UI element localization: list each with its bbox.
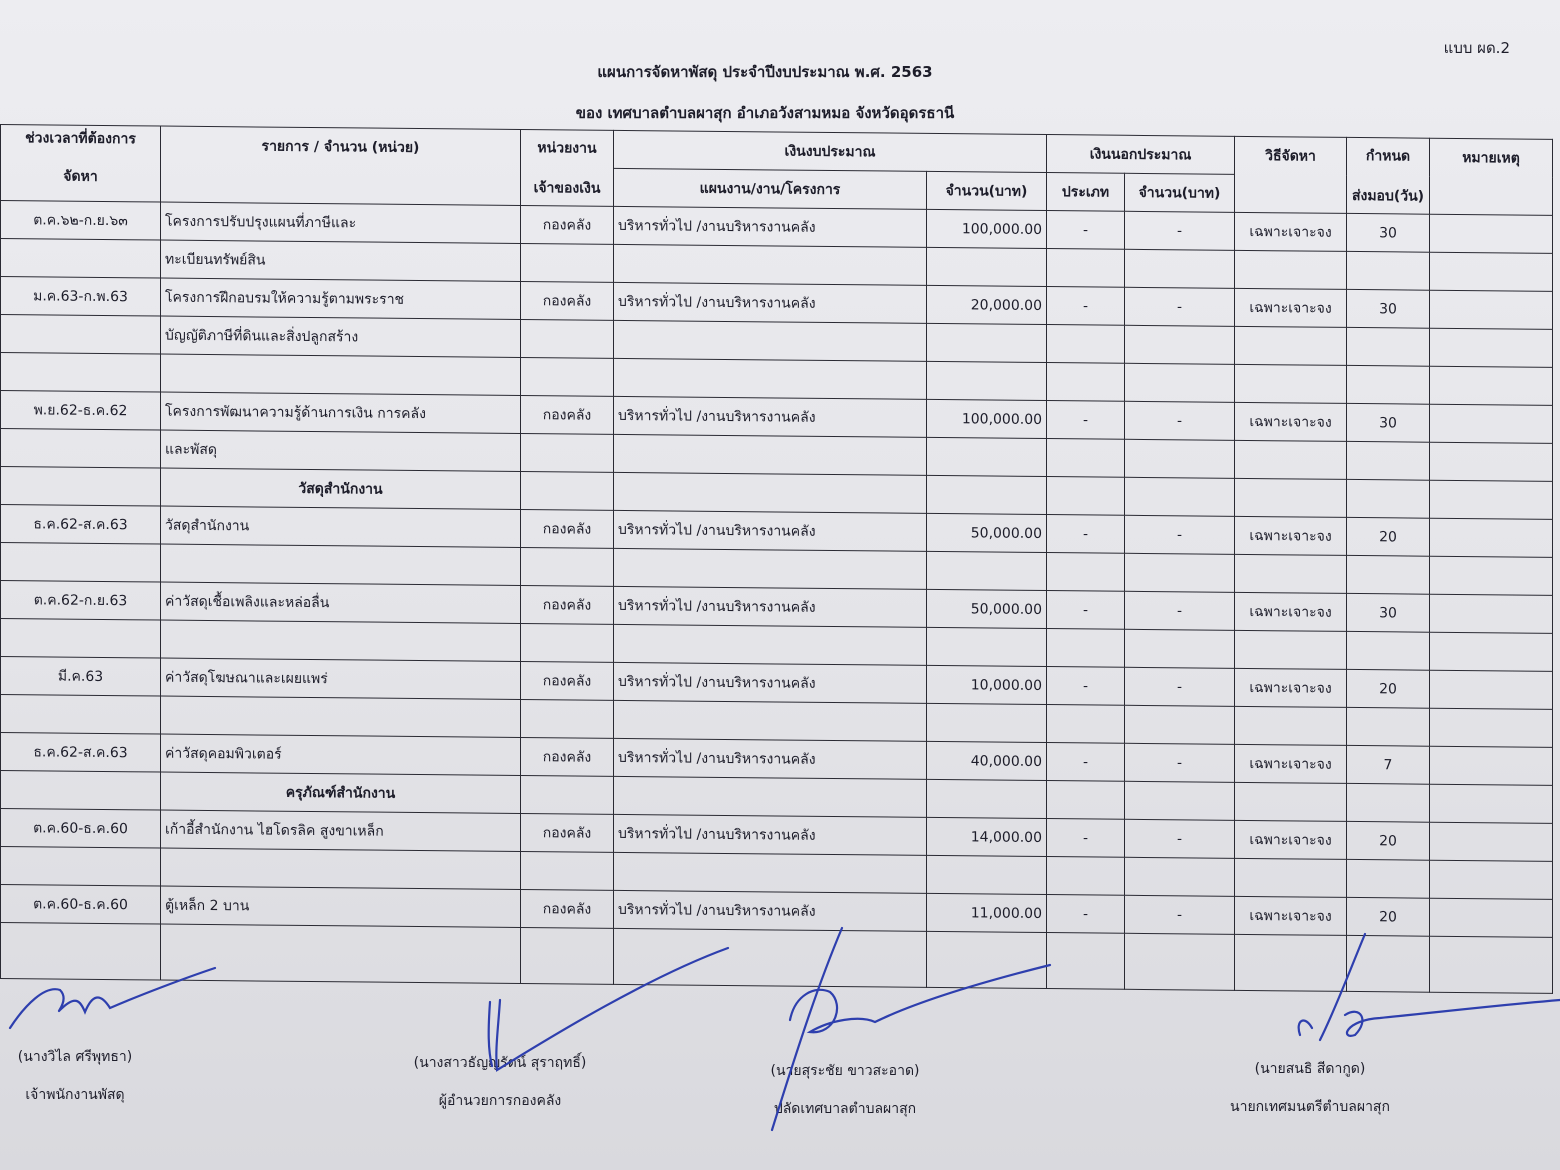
method-cell: [1235, 364, 1347, 403]
off-amount-cell: [1125, 933, 1235, 990]
owner-unit-cell: [521, 471, 614, 510]
period-cell: ต.ค.62-ก.ย.63: [1, 581, 161, 621]
plan-cell: [614, 928, 927, 987]
signer-position: นายกเทศมนตรีตำบลผาสุก: [1230, 1099, 1390, 1115]
amount-cell: [927, 779, 1047, 818]
owner-unit-cell: [521, 319, 614, 358]
off-amount-cell: [1125, 249, 1235, 288]
header-item: รายการ / จำนวน (หน่วย): [161, 126, 521, 205]
delivery-days-cell: [1347, 479, 1430, 518]
delivery-days-cell: 30: [1347, 593, 1430, 632]
method-cell: เฉพาะเจาะจง: [1235, 744, 1347, 783]
item-cell: ตู้เหล็ก 2 บาน: [161, 886, 521, 927]
period-cell: ม.ค.63-ก.พ.63: [1, 277, 161, 317]
remark-cell: [1430, 670, 1553, 709]
remark-cell: [1430, 290, 1553, 329]
signer-name: (นางสาวธัญญรัตน์ สุราฤทธิ์): [413, 1055, 587, 1071]
delivery-days-cell: 7: [1347, 745, 1430, 784]
period-cell: [1, 543, 161, 583]
type-cell: -: [1047, 211, 1125, 250]
method-cell: [1235, 250, 1347, 289]
type-cell: -: [1047, 743, 1125, 782]
amount-cell: [927, 475, 1047, 514]
header-type: ประเภท: [1047, 173, 1125, 212]
method-cell: เฉพาะเจาะจง: [1235, 402, 1347, 441]
amount-cell: 40,000.00: [927, 741, 1047, 780]
off-amount-cell: -: [1125, 819, 1235, 858]
method-cell: เฉพาะเจาะจง: [1235, 820, 1347, 859]
header-delivery-line1: กำหนด: [1365, 147, 1411, 165]
off-amount-cell: [1125, 477, 1235, 516]
owner-unit-cell: [521, 547, 614, 586]
remark-cell: [1430, 366, 1553, 405]
period-cell: [1, 429, 161, 469]
type-cell: [1047, 933, 1125, 990]
header-period-line1: ช่วงเวลาที่ต้องการ: [25, 130, 136, 148]
off-amount-cell: [1125, 781, 1235, 820]
period-cell: ธ.ค.62-ส.ค.63: [1, 733, 161, 773]
amount-cell: [927, 437, 1047, 476]
period-cell: [1, 923, 161, 981]
period-cell: [1, 695, 161, 735]
delivery-days-cell: [1347, 783, 1430, 822]
procurement-plan-table-wrapper: [0, 124, 1552, 989]
item-cell: โครงการฝึกอบรมให้ความรู้ตามพระราช: [161, 278, 521, 319]
section-heading: ครุภัณฑ์สำนักงาน: [161, 772, 521, 813]
method-cell: [1235, 554, 1347, 593]
off-amount-cell: [1125, 325, 1235, 364]
signature-block-3: [755, 1052, 935, 1128]
item-cell: [161, 696, 521, 737]
plan-cell: [614, 358, 927, 399]
item-cell: ทะเบียนทรัพย์สิน: [161, 240, 521, 281]
off-amount-cell: [1125, 705, 1235, 744]
signer-position: เจ้าพนักงานพัสดุ: [25, 1087, 125, 1103]
signature-block-4: [1210, 1050, 1410, 1126]
document-title: แผนการจัดหาพัสดุ ประจำปีงบประมาณ พ.ศ. 2563: [597, 63, 933, 81]
off-amount-cell: [1125, 629, 1235, 668]
amount-cell: 11,000.00: [927, 893, 1047, 932]
item-cell: ค่าวัสดุคอมพิวเตอร์: [161, 734, 521, 775]
remark-cell: [1430, 822, 1553, 861]
item-cell: และพัสดุ: [161, 430, 521, 471]
amount-cell: 100,000.00: [927, 399, 1047, 438]
delivery-days-cell: [1347, 707, 1430, 746]
plan-cell: [614, 700, 927, 741]
method-cell: [1235, 858, 1347, 897]
type-cell: -: [1047, 401, 1125, 440]
amount-cell: 10,000.00: [927, 665, 1047, 704]
delivery-days-cell: [1347, 251, 1430, 290]
period-cell: มี.ค.63: [1, 657, 161, 697]
amount-cell: 50,000.00: [927, 513, 1047, 552]
header-period-line2: จัดหา: [63, 168, 98, 185]
header-unit-line2: เจ้าของเงิน: [533, 179, 601, 197]
method-cell: [1235, 706, 1347, 745]
remark-cell: [1430, 404, 1553, 443]
item-cell: [161, 848, 521, 889]
off-amount-cell: [1125, 857, 1235, 896]
owner-unit-cell: [521, 433, 614, 472]
type-cell: [1047, 705, 1125, 744]
item-cell: [161, 620, 521, 661]
delivery-days-cell: [1347, 935, 1430, 992]
remark-cell: [1430, 632, 1553, 671]
owner-unit-cell: กองคลัง: [521, 661, 614, 700]
off-amount-cell: -: [1125, 211, 1235, 250]
owner-unit-cell: [521, 357, 614, 396]
plan-cell: บริหารทั่วไป /งานบริหารงานคลัง: [614, 586, 927, 627]
off-amount-cell: -: [1125, 515, 1235, 554]
period-cell: ต.ค.60-ธ.ค.60: [1, 809, 161, 849]
amount-cell: [927, 323, 1047, 362]
owner-unit-cell: [521, 699, 614, 738]
header-off-amount: จำนวน(บาท): [1125, 173, 1235, 212]
signer-name: (นางวิไล ศรีพุทธา): [17, 1049, 133, 1065]
signature-block-2: [400, 1044, 600, 1120]
method-cell: เฉพาะเจาะจง: [1235, 592, 1347, 631]
header-period: [1, 125, 161, 203]
off-amount-cell: -: [1125, 401, 1235, 440]
type-cell: [1047, 857, 1125, 896]
amount-cell: 50,000.00: [927, 589, 1047, 628]
type-cell: [1047, 325, 1125, 364]
delivery-days-cell: 20: [1347, 897, 1430, 936]
item-cell: ค่าวัสดุเชื้อเพลิงและหล่อลื่น: [161, 582, 521, 623]
plan-cell: [614, 776, 927, 817]
document-subtitle: ของ เทศบาลตำบลผาสุก อำเภอวังสามหมอ จังหวัดอุดรธานี: [575, 104, 955, 122]
delivery-days-cell: [1347, 555, 1430, 594]
type-cell: [1047, 629, 1125, 668]
owner-unit-cell: [521, 775, 614, 814]
remark-cell: [1430, 784, 1553, 823]
owner-unit-cell: กองคลัง: [521, 585, 614, 624]
plan-cell: บริหารทั่วไป /งานบริหารงานคลัง: [614, 282, 927, 323]
method-cell: เฉพาะเจาะจง: [1235, 516, 1347, 555]
method-cell: [1235, 440, 1347, 479]
type-cell: [1047, 249, 1125, 288]
header-off-budget: เงินนอกประมาณ: [1047, 135, 1235, 175]
header-plan: แผนงาน/งาน/โครงการ: [614, 168, 927, 209]
remark-cell: [1430, 556, 1553, 595]
signer-name: (นายสนธิ สีดากูด): [1254, 1061, 1366, 1077]
period-cell: [1, 239, 161, 279]
delivery-days-cell: [1347, 327, 1430, 366]
method-cell: เฉพาะเจาะจง: [1235, 288, 1347, 327]
delivery-days-cell: [1347, 859, 1430, 898]
delivery-days-cell: [1347, 365, 1430, 404]
item-cell: [161, 544, 521, 585]
remark-cell: [1430, 442, 1553, 481]
remark-cell: [1430, 252, 1553, 291]
item-cell: โครงการปรับปรุงแผนที่ภาษีและ: [161, 202, 521, 243]
type-cell: [1047, 477, 1125, 516]
remark-cell: [1430, 480, 1553, 519]
plan-cell: บริหารทั่วไป /งานบริหารงานคลัง: [614, 396, 927, 437]
owner-unit-cell: กองคลัง: [521, 281, 614, 320]
delivery-days-cell: 30: [1347, 289, 1430, 328]
amount-cell: [927, 931, 1047, 988]
method-cell: [1235, 630, 1347, 669]
plan-cell: [614, 320, 927, 361]
delivery-days-cell: 20: [1347, 517, 1430, 556]
item-cell: [161, 354, 521, 395]
owner-unit-cell: กองคลัง: [521, 813, 614, 852]
item-cell: วัสดุสำนักงาน: [161, 506, 521, 547]
owner-unit-cell: กองคลัง: [521, 509, 614, 548]
method-cell: [1235, 934, 1347, 991]
header-remark: หมายเหตุ: [1430, 138, 1553, 215]
section-heading: วัสดุสำนักงาน: [161, 468, 521, 509]
owner-unit-cell: กองคลัง: [521, 737, 614, 776]
procurement-plan-table: [0, 124, 1553, 994]
delivery-days-cell: 20: [1347, 669, 1430, 708]
period-cell: [1, 771, 161, 811]
owner-unit-cell: [521, 623, 614, 662]
owner-unit-cell: [521, 927, 614, 984]
period-cell: ธ.ค.62-ส.ค.63: [1, 505, 161, 545]
form-code: แบบ ผด.2: [1443, 39, 1510, 57]
off-amount-cell: -: [1125, 591, 1235, 630]
off-amount-cell: -: [1125, 667, 1235, 706]
remark-cell: [1430, 708, 1553, 747]
table-body: [1, 201, 1553, 994]
type-cell: -: [1047, 287, 1125, 326]
remark-cell: [1430, 214, 1553, 253]
plan-cell: [614, 472, 927, 513]
signer-position: ผู้อำนวยการกองคลัง: [438, 1093, 562, 1109]
remark-cell: [1430, 746, 1553, 785]
type-cell: [1047, 363, 1125, 402]
header-delivery: [1347, 137, 1430, 214]
header-amount: จำนวน(บาท): [927, 171, 1047, 210]
method-cell: [1235, 326, 1347, 365]
period-cell: [1, 353, 161, 393]
item-cell: ค่าวัสดุโฆษณาและเผยแพร่: [161, 658, 521, 699]
owner-unit-cell: [521, 851, 614, 890]
period-cell: [1, 315, 161, 355]
amount-cell: [927, 247, 1047, 286]
item-cell: เก้าอี้สำนักงาน ไฮโดรลิค สูงขาเหล็ก: [161, 810, 521, 851]
period-cell: พ.ย.62-ธ.ค.62: [1, 391, 161, 431]
remark-cell: [1430, 518, 1553, 557]
type-cell: -: [1047, 667, 1125, 706]
period-cell: [1, 467, 161, 507]
off-amount-cell: -: [1125, 743, 1235, 782]
delivery-days-cell: [1347, 441, 1430, 480]
type-cell: [1047, 781, 1125, 820]
header-method: วิธีจัดหา: [1235, 136, 1347, 213]
plan-cell: บริหารทั่วไป /งานบริหารงานคลัง: [614, 662, 927, 703]
amount-cell: [927, 627, 1047, 666]
amount-cell: [927, 855, 1047, 894]
period-cell: [1, 847, 161, 887]
owner-unit-cell: กองคลัง: [521, 889, 614, 928]
header-delivery-line2: ส่งมอบ(วัน): [1351, 187, 1425, 205]
period-cell: ต.ค.๖๒-ก.ย.๖๓: [1, 201, 161, 241]
off-amount-cell: [1125, 363, 1235, 402]
remark-cell: [1430, 860, 1553, 899]
type-cell: [1047, 439, 1125, 478]
amount-cell: 100,000.00: [927, 209, 1047, 248]
delivery-days-cell: 30: [1347, 403, 1430, 442]
item-cell: [161, 924, 521, 983]
method-cell: เฉพาะเจาะจง: [1235, 212, 1347, 251]
off-amount-cell: [1125, 439, 1235, 478]
amount-cell: 14,000.00: [927, 817, 1047, 856]
header-unit: [521, 129, 614, 206]
owner-unit-cell: กองคลัง: [521, 395, 614, 434]
plan-cell: บริหารทั่วไป /งานบริหารงานคลัง: [614, 814, 927, 855]
type-cell: -: [1047, 515, 1125, 554]
amount-cell: [927, 551, 1047, 590]
plan-cell: [614, 434, 927, 475]
amount-cell: 20,000.00: [927, 285, 1047, 324]
period-cell: [1, 619, 161, 659]
remark-cell: [1430, 936, 1553, 993]
period-cell: ต.ค.60-ธ.ค.60: [1, 885, 161, 925]
method-cell: [1235, 478, 1347, 517]
off-amount-cell: -: [1125, 895, 1235, 934]
remark-cell: [1430, 898, 1553, 937]
type-cell: -: [1047, 819, 1125, 858]
method-cell: [1235, 782, 1347, 821]
amount-cell: [927, 703, 1047, 742]
plan-cell: บริหารทั่วไป /งานบริหารงานคลัง: [614, 890, 927, 931]
plan-cell: [614, 548, 927, 589]
method-cell: เฉพาะเจาะจง: [1235, 668, 1347, 707]
owner-unit-cell: [521, 243, 614, 282]
off-amount-cell: [1125, 553, 1235, 592]
signer-name: (นายสุระชัย ขาวสะอาด): [770, 1063, 920, 1079]
type-cell: [1047, 553, 1125, 592]
plan-cell: บริหารทั่วไป /งานบริหารงานคลัง: [614, 206, 927, 247]
remark-cell: [1430, 594, 1553, 633]
item-cell: โครงการพัฒนาความรู้ด้านการเงิน การคลัง: [161, 392, 521, 433]
signer-position: ปลัดเทศบาลตำบลผาสุก: [773, 1101, 917, 1117]
owner-unit-cell: กองคลัง: [521, 205, 614, 244]
plan-cell: บริหารทั่วไป /งานบริหารงานคลัง: [614, 738, 927, 779]
method-cell: เฉพาะเจาะจง: [1235, 896, 1347, 935]
plan-cell: [614, 244, 927, 285]
signature-block-1: [0, 1038, 150, 1114]
plan-cell: [614, 624, 927, 665]
remark-cell: [1430, 328, 1553, 367]
delivery-days-cell: 30: [1347, 213, 1430, 252]
off-amount-cell: -: [1125, 287, 1235, 326]
type-cell: -: [1047, 591, 1125, 630]
amount-cell: [927, 361, 1047, 400]
item-cell: บัญญัติภาษีที่ดินและสิ่งปลูกสร้าง: [161, 316, 521, 357]
delivery-days-cell: [1347, 631, 1430, 670]
header-budget: เงินงบประมาณ: [614, 130, 1047, 172]
plan-cell: บริหารทั่วไป /งานบริหารงานคลัง: [614, 510, 927, 551]
delivery-days-cell: 20: [1347, 821, 1430, 860]
plan-cell: [614, 852, 927, 893]
type-cell: -: [1047, 895, 1125, 934]
header-unit-line1: หน่วยงาน: [537, 139, 597, 157]
